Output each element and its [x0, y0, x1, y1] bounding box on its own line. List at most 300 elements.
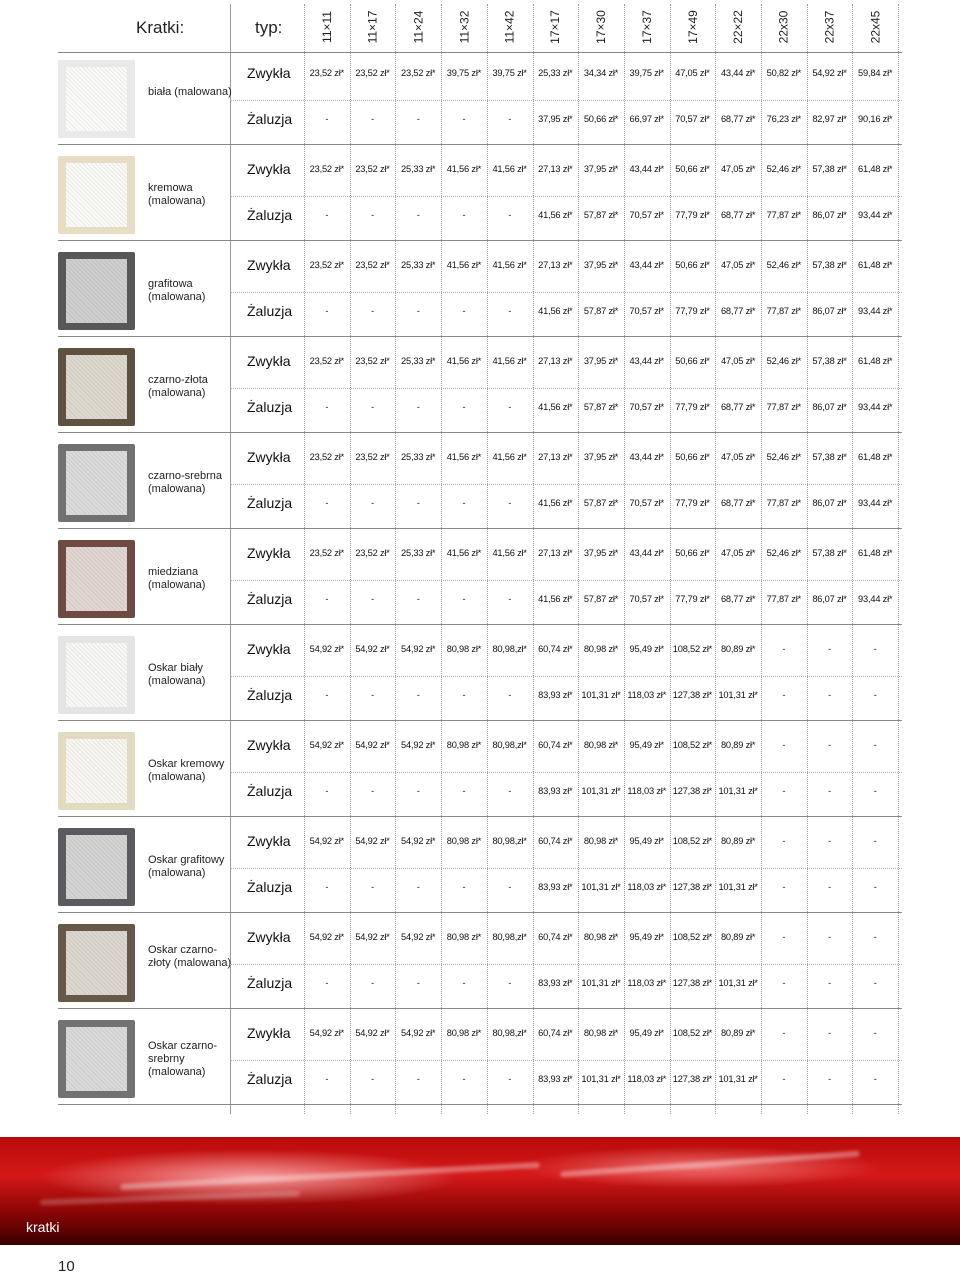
size-header-label: 11×17 [365, 10, 380, 44]
price-cell: 68,77 zł* [720, 114, 756, 124]
price-cell: 80,89 zł* [720, 740, 756, 750]
price-cell: - [782, 690, 786, 700]
price-cell: - [462, 1074, 466, 1084]
price-cell: 108,52 zł* [672, 644, 713, 654]
price-cell: 50,82 zł* [766, 68, 802, 78]
price-cell: 54,92 zł* [355, 932, 390, 942]
block-divider [58, 528, 902, 529]
price-cell: - [782, 740, 786, 750]
price-cell: 54,92 zł* [309, 740, 345, 750]
price-cell: 70,57 zł* [629, 402, 664, 412]
price-cell: 61,48 zł* [858, 164, 893, 174]
price-cell: 23,52 zł* [355, 548, 390, 558]
price-cell: - [371, 402, 374, 412]
price-cell: 57,87 zł* [583, 306, 619, 316]
price-cell: 127,38 zł* [672, 690, 713, 700]
price-cell: 47,05 zł* [720, 452, 756, 462]
price-cell: - [508, 594, 512, 604]
price-cell: 101,31 zł* [718, 690, 758, 700]
price-cell: - [325, 786, 329, 796]
price-cell: - [416, 210, 420, 220]
price-cell: 77,79 zł* [675, 306, 710, 316]
price-cell: 50,66 zł* [675, 452, 710, 462]
price-cell: 82,97 zł* [812, 114, 847, 124]
price-cell: 93,44 zł* [858, 306, 893, 316]
price-cell: - [828, 882, 831, 892]
price-cell: 43,44 zł* [629, 452, 664, 462]
price-cell: - [325, 210, 329, 220]
price-cell: 43,44 zł* [629, 356, 664, 366]
table-title: Kratki: [136, 18, 185, 37]
price-cell: 41,56 zł* [492, 356, 527, 366]
price-cell: 23,52 zł* [309, 68, 345, 78]
grille-swatch [58, 444, 135, 522]
price-cell: 23,52 zł* [355, 452, 390, 462]
price-cell: 80,98 zł* [583, 932, 619, 942]
block-divider [58, 240, 902, 241]
price-cell: 52,46 zł* [766, 356, 802, 366]
row-type-louver: Żaluzja [247, 1071, 293, 1087]
row-divider [230, 676, 902, 677]
price-cell: 37,95 zł* [583, 164, 619, 174]
price-cell: 41,56 zł* [538, 402, 573, 412]
price-cell: 37,95 zł* [583, 356, 619, 366]
price-cell: 23,52 zł* [355, 356, 390, 366]
price-cell: - [462, 690, 466, 700]
price-cell: - [462, 498, 466, 508]
material-name: miedziana (malowana) [148, 566, 206, 591]
price-cell: 80,98,zł* [492, 644, 527, 654]
price-cell: 39,75 zł* [492, 68, 527, 78]
price-cell: - [325, 978, 329, 988]
price-cell: 80,98,zł* [492, 836, 527, 846]
row-divider [230, 580, 902, 581]
price-cell: 80,89 zł* [720, 1028, 756, 1038]
material-name: Oskar grafitowy (malowana) [148, 854, 225, 879]
price-cell: 80,98,zł* [492, 740, 527, 750]
size-header [487, 4, 533, 50]
section-label: kratki [26, 1219, 60, 1235]
price-cell: 68,77 zł* [720, 210, 756, 220]
price-cell: 57,87 zł* [583, 594, 619, 604]
row-divider [230, 292, 902, 293]
price-cell: 50,66 zł* [675, 164, 710, 174]
block-divider [58, 336, 902, 337]
price-cell: 70,57 zł* [675, 114, 710, 124]
price-cell: - [462, 306, 466, 316]
row-divider [230, 484, 902, 485]
price-cell: 95,49 zł* [629, 644, 664, 654]
price-cell: - [828, 644, 831, 654]
block-divider [58, 1008, 902, 1009]
block-divider [58, 720, 902, 721]
price-cell: 77,87 zł* [766, 594, 802, 604]
price-cell: 108,52 zł* [672, 932, 713, 942]
size-header-label: 17×30 [594, 10, 609, 44]
row-type-louver: Żaluzja [247, 687, 293, 703]
price-cell: 23,52 zł* [309, 164, 345, 174]
price-cell: 80,98 zł* [446, 932, 482, 942]
price-cell: 86,07 zł* [812, 594, 847, 604]
price-cell: - [371, 498, 374, 508]
row-type-louver: Żaluzja [247, 495, 293, 511]
price-cell: 23,52 zł* [355, 164, 390, 174]
price-cell: 27,13 zł* [538, 164, 573, 174]
price-cell: 70,57 zł* [629, 498, 664, 508]
price-cell: - [828, 978, 831, 988]
row-divider [230, 1060, 902, 1061]
price-cell: 27,13 zł* [538, 260, 573, 270]
price-cell: - [416, 306, 420, 316]
price-cell: 47,05 zł* [675, 68, 710, 78]
price-cell: 77,79 zł* [675, 498, 710, 508]
price-cell: 57,87 zł* [583, 498, 619, 508]
price-cell: - [508, 114, 512, 124]
price-cell: - [371, 978, 374, 988]
size-header [350, 4, 396, 50]
price-cell: 59,84 zł* [858, 68, 893, 78]
price-cell: 80,98 zł* [446, 1028, 482, 1038]
price-cell: 47,05 zł* [720, 548, 756, 558]
price-cell: 25,33 zł* [538, 68, 573, 78]
banner-highlight [560, 1151, 860, 1178]
grille-swatch-mesh [66, 931, 127, 995]
material-name: Oskar czarno-złoty (malowana) [148, 943, 232, 969]
price-cell: 43,44 zł* [629, 260, 664, 270]
price-cell: 76,23 zł* [766, 114, 802, 124]
row-type-standard: Zwykła [247, 161, 291, 177]
price-cell: 41,56 zł* [538, 306, 573, 316]
price-cell: 27,13 zł* [538, 452, 573, 462]
price-cell: 41,56 zł* [446, 548, 482, 558]
price-cell: 23,52 zł* [309, 356, 345, 366]
size-header [533, 4, 579, 50]
price-cell: 70,57 zł* [629, 306, 664, 316]
price-cell: - [873, 932, 877, 942]
price-cell: - [782, 932, 786, 942]
price-cell: 52,46 zł* [766, 164, 802, 174]
size-header [852, 4, 898, 50]
grille-swatch [58, 924, 135, 1002]
price-cell: - [416, 786, 420, 796]
price-cell: - [416, 594, 420, 604]
price-cell: 54,92 zł* [401, 836, 436, 846]
price-cell: 127,38 zł* [672, 978, 713, 988]
material-name: biała (malowana) [148, 86, 232, 98]
size-header-label: 17×17 [548, 10, 563, 44]
price-cell: 93,44 zł* [858, 594, 893, 604]
block-divider [58, 432, 902, 433]
price-cell: - [828, 1028, 831, 1038]
price-cell: 95,49 zł* [629, 1028, 664, 1038]
row-type-standard: Zwykła [247, 1025, 291, 1041]
page-number: 10 [58, 1258, 75, 1275]
price-cell: 80,98 zł* [583, 644, 619, 654]
price-cell: 80,98 zł* [446, 644, 482, 654]
price-cell: 41,56 zł* [538, 594, 573, 604]
price-cell: 37,95 zł* [583, 260, 619, 270]
grille-swatch-mesh [66, 355, 127, 419]
type-column-header: typ: [255, 18, 283, 37]
row-type-louver: Żaluzja [247, 879, 293, 895]
price-cell: 108,52 zł* [672, 1028, 713, 1038]
grille-swatch-mesh [66, 67, 127, 131]
price-cell: - [416, 978, 420, 988]
price-cell: 95,49 zł* [629, 836, 664, 846]
price-cell: - [873, 644, 877, 654]
price-cell: 54,92 zł* [401, 932, 436, 942]
price-cell: - [325, 690, 329, 700]
price-cell: 25,33 zł* [401, 452, 436, 462]
row-type-louver: Żaluzja [247, 783, 293, 799]
price-cell: 37,95 zł* [583, 452, 619, 462]
row-divider [230, 100, 902, 101]
price-cell: 118,03 zł* [627, 786, 667, 796]
price-cell: 95,49 zł* [629, 740, 664, 750]
banner-highlight [40, 1190, 300, 1205]
price-cell: 90,16 zł* [858, 114, 893, 124]
price-cell: 80,98 zł* [446, 740, 482, 750]
price-cell: - [782, 978, 786, 988]
price-cell: 118,03 zł* [627, 882, 667, 892]
size-header-label: 11×42 [502, 10, 517, 44]
price-cell: 54,92 zł* [309, 644, 345, 654]
size-header-label: 22x30 [776, 10, 791, 44]
grille-swatch [58, 540, 135, 618]
price-cell: 93,44 zł* [858, 498, 893, 508]
price-cell: - [873, 1074, 877, 1084]
material-name: Oskar biały (malowana) [148, 662, 206, 687]
price-cell: 80,89 zł* [720, 932, 756, 942]
price-cell: 70,57 zł* [629, 594, 664, 604]
price-cell: 101,31 zł* [581, 786, 621, 796]
price-cell: - [782, 786, 786, 796]
price-cell: 118,03 zł* [627, 690, 667, 700]
price-cell: 34,34 zł* [583, 68, 619, 78]
price-cell: - [873, 1028, 877, 1038]
size-header [670, 4, 716, 50]
price-cell: 43,44 zł* [629, 548, 664, 558]
price-cell: - [782, 1028, 786, 1038]
price-cell: 52,46 zł* [766, 260, 802, 270]
price-cell: 83,93 zł* [538, 882, 573, 892]
price-cell: 77,79 zł* [675, 594, 710, 604]
material-name: grafitowa (malowana) [148, 278, 206, 303]
price-cell: 25,33 zł* [401, 260, 436, 270]
price-cell: 77,79 zł* [675, 210, 710, 220]
price-cell: 54,92 zł* [309, 836, 345, 846]
price-cell: - [508, 978, 512, 988]
block-divider [58, 144, 902, 145]
price-cell: 43,44 zł* [720, 68, 756, 78]
price-cell: - [828, 786, 831, 796]
price-cell: - [462, 114, 466, 124]
row-type-standard: Zwykła [247, 929, 291, 945]
price-cell: 83,93 zł* [538, 1074, 573, 1084]
size-header [807, 4, 853, 50]
price-cell: - [873, 740, 877, 750]
grille-swatch-mesh [66, 643, 127, 707]
price-cell: - [462, 882, 466, 892]
price-cell: - [873, 978, 877, 988]
price-cell: 57,38 zł* [812, 356, 847, 366]
price-cell: 86,07 zł* [812, 306, 847, 316]
price-cell: 80,98 zł* [583, 836, 619, 846]
banner-highlight [120, 1162, 540, 1190]
price-cell: - [371, 306, 374, 316]
price-cell: 50,66 zł* [675, 260, 710, 270]
price-cell: - [325, 498, 329, 508]
material-name: czarno-srebrna (malowana) [148, 470, 222, 495]
size-header-label: 11×32 [456, 10, 471, 44]
price-cell: 80,98,zł* [492, 932, 527, 942]
price-cell: 57,38 zł* [812, 548, 847, 558]
row-divider [230, 388, 902, 389]
price-cell: 27,13 zł* [538, 356, 573, 366]
price-cell: 25,33 zł* [401, 356, 436, 366]
price-cell: 70,57 zł* [629, 210, 664, 220]
price-cell: - [371, 1074, 374, 1084]
price-cell: 57,38 zł* [812, 164, 847, 174]
price-cell: 39,75 zł* [629, 68, 664, 78]
grille-swatch-mesh [66, 835, 127, 899]
row-type-standard: Zwykła [247, 833, 291, 849]
price-cell: - [782, 1074, 786, 1084]
price-cell: 101,31 zł* [581, 978, 621, 988]
row-type-louver: Żaluzja [247, 207, 293, 223]
price-cell: - [508, 690, 512, 700]
price-cell: 54,92 zł* [309, 1028, 345, 1038]
price-cell: 47,05 zł* [720, 164, 756, 174]
price-cell: - [873, 690, 877, 700]
size-header-label: 11×11 [319, 11, 334, 43]
size-header [715, 4, 761, 50]
price-cell: 54,92 zł* [401, 740, 436, 750]
price-cell: 25,33 zł* [401, 164, 436, 174]
price-cell: 101,31 zł* [718, 978, 758, 988]
price-cell: 54,92 zł* [309, 932, 345, 942]
price-cell: 95,49 zł* [629, 932, 664, 942]
row-type-louver: Żaluzja [247, 399, 293, 415]
block-divider [58, 912, 902, 913]
price-cell: - [828, 1074, 831, 1084]
price-cell: - [416, 1074, 420, 1084]
price-cell: 25,33 zł* [401, 548, 436, 558]
price-cell: 61,48 zł* [858, 452, 893, 462]
price-cell: - [325, 1074, 329, 1084]
price-cell: 80,98,zł* [492, 1028, 527, 1038]
price-cell: 86,07 zł* [812, 210, 847, 220]
size-header-label: 22x37 [822, 10, 837, 44]
price-cell: - [508, 210, 512, 220]
price-cell: - [325, 114, 329, 124]
price-cell: 61,48 zł* [858, 356, 893, 366]
grille-swatch-mesh [66, 259, 127, 323]
price-cell: - [325, 594, 329, 604]
price-cell: - [462, 210, 466, 220]
price-cell: 47,05 zł* [720, 260, 756, 270]
price-cell: 50,66 zł* [675, 356, 710, 366]
price-cell: 47,05 zł* [720, 356, 756, 366]
row-type-louver: Żaluzja [247, 303, 293, 319]
material-name: Oskar kremowy (malowana) [148, 758, 225, 783]
price-cell: - [508, 882, 512, 892]
size-header-label: 22×22 [731, 10, 746, 44]
price-cell: - [828, 932, 831, 942]
price-cell: 54,92 zł* [401, 1028, 436, 1038]
block-divider [58, 624, 902, 625]
price-cell: - [416, 114, 420, 124]
row-divider [230, 772, 902, 773]
price-cell: - [416, 498, 420, 508]
price-cell: 41,56 zł* [446, 164, 482, 174]
price-cell: 61,48 zł* [858, 260, 893, 270]
size-header [395, 4, 441, 50]
grille-swatch [58, 348, 135, 426]
grille-swatch-mesh [66, 739, 127, 803]
price-cell: 41,56 zł* [446, 452, 482, 462]
price-cell: - [462, 978, 466, 988]
price-cell: 60,74 zł* [538, 1028, 573, 1038]
price-cell: 68,77 zł* [720, 594, 756, 604]
price-cell: 108,52 zł* [672, 740, 713, 750]
price-cell: 101,31 zł* [581, 882, 621, 892]
price-cell: 60,74 zł* [538, 836, 573, 846]
grille-swatch [58, 60, 135, 138]
row-type-standard: Zwykła [247, 737, 291, 753]
row-type-louver: Żaluzja [247, 975, 293, 991]
price-cell: 60,74 zł* [538, 740, 573, 750]
row-divider [230, 964, 902, 965]
price-cell: - [828, 740, 831, 750]
footer-banner [0, 1137, 960, 1245]
price-cell: 86,07 zł* [812, 498, 847, 508]
price-cell: 23,52 zł* [355, 260, 390, 270]
price-cell: - [782, 644, 786, 654]
price-cell: 83,93 zł* [538, 978, 573, 988]
price-cell: 54,92 zł* [355, 740, 390, 750]
price-cell: - [873, 786, 877, 796]
price-cell: - [416, 690, 420, 700]
size-header-label: 11×24 [411, 10, 426, 44]
price-cell: 80,98 zł* [583, 740, 619, 750]
price-cell: 54,92 zł* [812, 68, 847, 78]
price-cell: - [462, 402, 466, 412]
price-cell: 118,03 zł* [627, 1074, 667, 1084]
price-cell: - [462, 786, 466, 796]
price-cell: - [828, 690, 831, 700]
price-cell: 101,31 zł* [718, 786, 758, 796]
grille-swatch [58, 252, 135, 330]
price-cell: 41,56 zł* [446, 260, 482, 270]
column-divider [898, 4, 899, 1114]
price-cell: 27,13 zł* [538, 548, 573, 558]
price-cell: 57,87 zł* [583, 210, 619, 220]
price-cell: - [508, 498, 512, 508]
row-divider [230, 868, 902, 869]
price-cell: 54,92 zł* [355, 836, 390, 846]
price-cell: - [371, 210, 374, 220]
price-cell: 39,75 zł* [446, 68, 482, 78]
price-cell: 61,48 zł* [858, 548, 893, 558]
price-cell: 41,56 zł* [538, 210, 573, 220]
row-type-standard: Zwykła [247, 353, 291, 369]
price-cell: 41,56 zł* [492, 548, 527, 558]
price-cell: 77,79 zł* [675, 402, 710, 412]
size-header [441, 4, 487, 50]
price-cell: 77,87 zł* [766, 210, 802, 220]
row-type-standard: Zwykła [247, 641, 291, 657]
